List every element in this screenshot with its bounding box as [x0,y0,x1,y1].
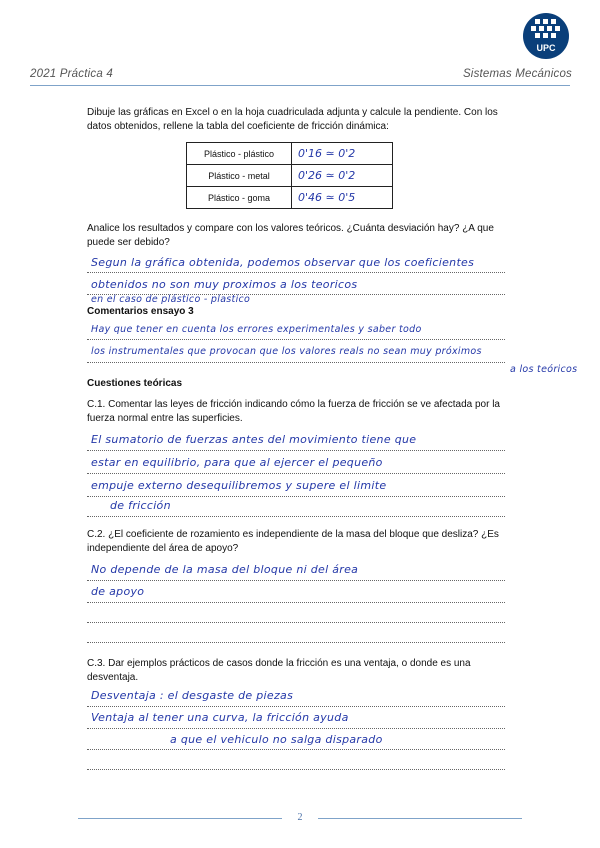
handwritten-answer: Desventaja : el desgaste de piezas [91,689,294,702]
table-row [187,143,393,165]
handwritten-answer: estar en equilibrio, para que al ejercer el pequeño [91,456,383,469]
answer-line [87,728,505,729]
c3-question: C.3. Dar ejemplos prácticos de casos donde la fricción es una ventaja, o donde es una desventaja. [87,658,471,683]
answer-line [87,339,505,340]
analysis-question: Analice los resultados y compare con los valores teóricos. ¿Cuánta desviación hay? ¿A que puede ser debido? [87,223,494,248]
handwritten-answer: de fricción [110,499,171,512]
table-label: Plástico - plástico [187,143,292,165]
upc-logo-mark [522,12,570,60]
c2-question: C.2. ¿El coeficiente de rozamiento es independiente de la masa del bloque que desliza? ¿Es independiente del área de apoyo? [87,529,499,554]
handwritten-answer: a los teóricos [510,364,578,375]
handwritten-answer: No depende de la masa del bloque ni del área [91,563,359,576]
answer-line [87,706,505,707]
handwritten-answer: en el caso de plástico - plastico [91,294,251,305]
handwritten-answer: los instrumentales que provocan que los valores reals no sean muy próximos [91,346,482,357]
handwritten-answer: El sumatorio de fuerzas antes del movimiento tiene que [91,433,417,446]
comments-title: Comentarios ensayo 3 [87,306,194,317]
answer-line [87,602,505,603]
answer-line [87,769,505,770]
table-value: 0'46 ≃ 0'5 [292,187,393,209]
theory-title: Cuestiones teóricas [87,378,183,389]
handwritten-answer: Hay que tener en cuenta los errores experimentales y saber todo [91,324,422,335]
answer-line [87,496,505,497]
handwritten-answer: Ventaja al tener una curva, la fricción ayuda [91,711,349,724]
answer-line [87,473,505,474]
friction-table [186,142,393,209]
page-number: 2 [297,812,303,823]
answer-line [87,749,505,750]
answer-line [87,516,505,517]
answer-line [87,642,505,643]
handwritten-answer: a que el vehiculo no salga disparado [170,733,383,746]
handwritten-answer: obtenidos no son muy proximos a los teoricos [91,278,358,291]
footer-line-right [318,818,522,819]
header-left: 2021 Práctica 4 [30,68,113,80]
handwritten-answer: de apoyo [91,585,145,598]
answer-line [87,622,505,623]
answer-line [87,450,505,451]
c1-question: C.1. Comentar las leyes de fricción indicando cómo la fuerza de fricción se ve afectada por la fuerza normal entre las superficies. [87,399,500,424]
answer-line [87,362,505,363]
upc-logo [522,12,570,60]
handwritten-answer: Segun la gráfica obtenida, podemos observar que los coeficientes [91,256,475,269]
table-label: Plástico - goma [187,187,292,209]
header-divider [30,85,570,86]
handwritten-answer: empuje externo desequilibremos y supere el limite [91,479,387,492]
table-label: Plástico - metal [187,165,292,187]
svg-text:UPC: UPC [536,43,556,53]
answer-line [87,580,505,581]
table-row [187,165,393,187]
table-value: 0'26 ≃ 0'2 [292,165,393,187]
table-row [187,187,393,209]
intro-text: Dibuje las gráficas en Excel o en la hoja cuadriculada adjunta y calcule la pendiente. Con los datos obtenidos, rellene la tabla del coeficiente de fricción dinámica: [87,107,498,132]
header-right: Sistemas Mecánicos [462,68,572,80]
table-value: 0'16 ≃ 0'2 [292,143,393,165]
answer-line [87,272,505,273]
